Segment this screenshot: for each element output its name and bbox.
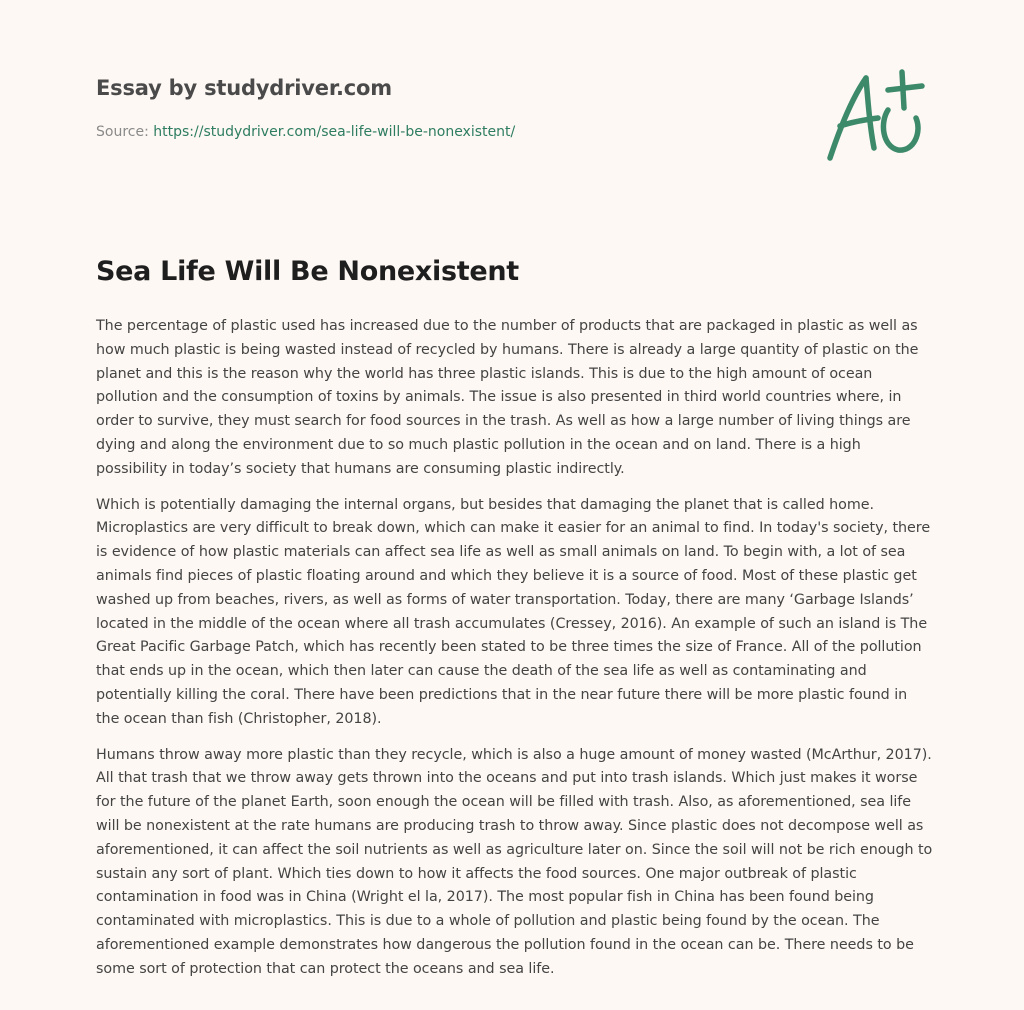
a-plus-logo-icon xyxy=(822,66,932,166)
essay-title: Sea Life Will Be Nonexistent xyxy=(96,256,519,287)
essay-paragraph: Which is potentially damaging the internal organs, but besides that damaging the planet that is called home. Microplastics are very difficult to break down, which can make it easier for an animal to find. In today's society, there is evidence of how plastic materials can affect sea life as well as small animals on land. To begin with, a lot of sea animals find pieces of plastic floating around and which they believe it is a source of food. Most of these plastic get washed up from beaches, rivers, as well as forms of water transportation. Today, there are many ‘Garbage Islands’ located in the middle of the ocean where all trash accumulates (Cressey, 2016). An example of such an island is The Great Pacific Garbage Patch, which has recently been stated to be three times the size of France. All of the pollution that ends up in the ocean, which then later can cause the death of the sea life as well as contaminating and potentially killing the coral. There have been predictions that in the near future there will be more plastic found in the ocean than fish (Christopher, 2018). xyxy=(96,496,931,727)
essay-paragraph: The percentage of plastic used has increased due to the number of products that are packaged in plastic as well as how much plastic is being wasted instead of recycled by humans. There is already a large quantity of plastic on the planet and this is the reason why the world has three plastic islands. This is due to the high amount of ocean pollution and the consumption of toxins by animals. The issue is also presented in third world countries where, in order to survive, they must search for food sources in the trash. As well as how a large number of living things are dying and along the environment due to so much plastic pollution in the ocean and on land. There is a high possibility in today’s society that humans are consuming plastic indirectly. xyxy=(96,318,919,477)
site-brand-heading: Essay by studydriver.com xyxy=(96,76,392,100)
essay-paragraph: Humans throw away more plastic than they recycle, which is also a huge amount of money wasted (McArthur, 2017). All that trash that we throw away gets thrown into the oceans and put into trash islands. Which just makes it worse for the future of the planet Earth, soon enough the ocean will be filled with trash. Also, as aforementioned, sea life will be nonexistent at the rate humans are producing trash to throw away. Since plastic does not decompose well as aforementioned, it can affect the soil nutrients as well as agriculture later on. Since the soil will not be rich enough to sustain any sort of plant. Which ties down to how it affects the food sources. One major outbreak of plastic contamination in food was in China (Wright el la, 2017). The most popular fish in China has been found being contaminated with microplastics. This is due to a whole of pollution and plastic being found by the ocean. The aforementioned example demonstrates how dangerous the pollution found in the ocean can be. There needs to be some sort of protection that can protect the oceans and sea life. xyxy=(96,746,933,977)
source-line xyxy=(96,124,515,140)
source-label: Source: xyxy=(96,124,154,140)
essay-body xyxy=(96,315,934,994)
source-link[interactable]: https://studydriver.com/sea-life-will-be-nonexistent/ xyxy=(153,124,516,140)
